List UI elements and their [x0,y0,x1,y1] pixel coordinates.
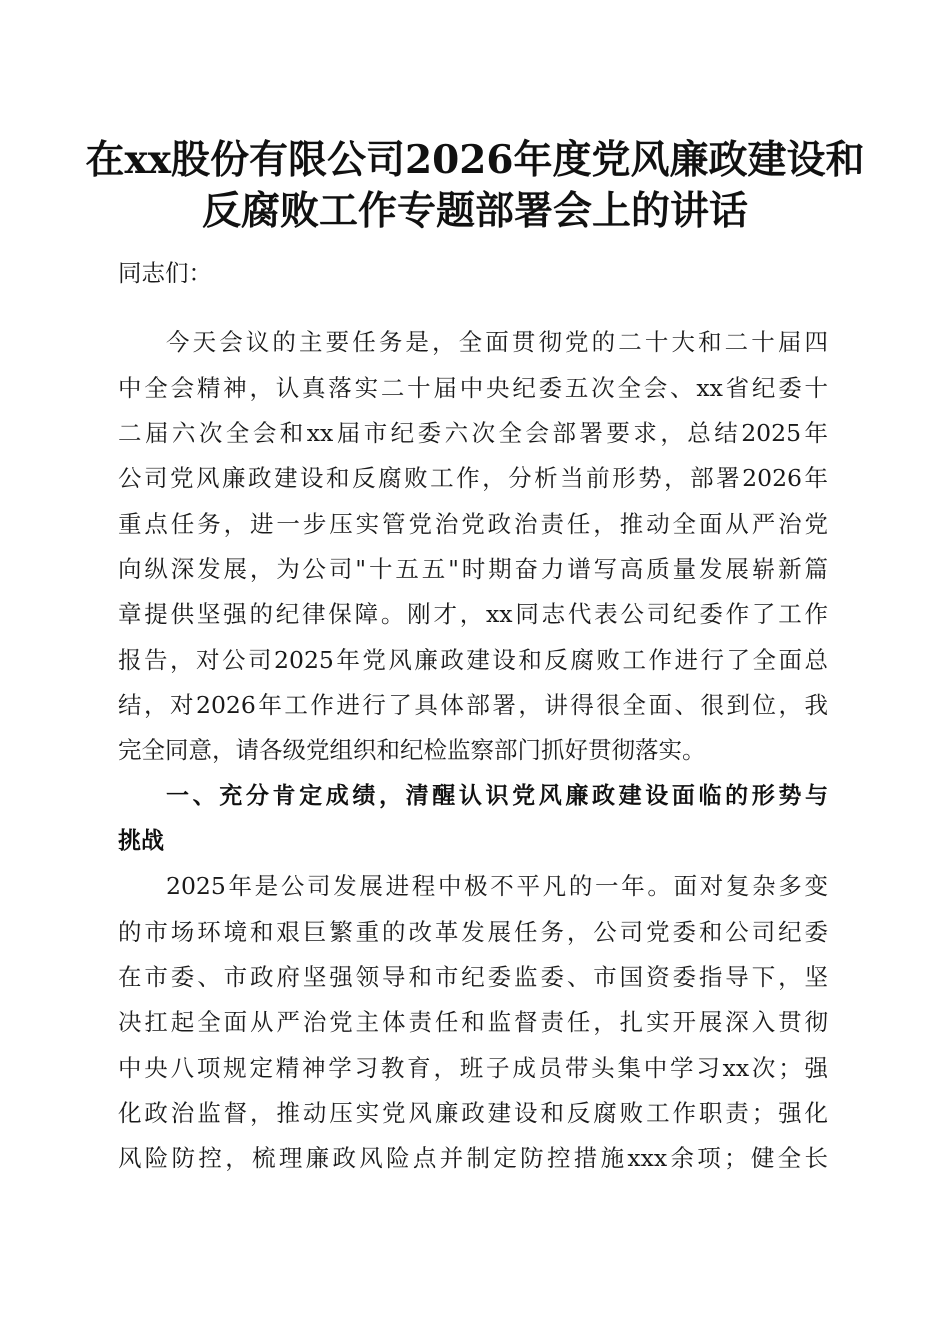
paragraph-2-line: 中央八项规定精神学习教育，班子成员带头集中学习xx次；强 [118,1054,828,1082]
paragraph-2-line: 决扛起全面从严治党主体责任和监督责任，扎实开展深入贯彻 [118,1008,828,1036]
paragraph-1-line: 中全会精神，认真落实二十届中央纪委五次全会、xx省纪委十 [118,374,828,402]
paragraph-2-line: 在市委、市政府坚强领导和市纪委监委、市国资委指导下，坚 [118,963,828,991]
paragraph-1-line: 二届六次全会和xx届市纪委六次全会部署要求，总结2025年 [118,419,828,447]
salutation: 同志们： [118,259,212,287]
paragraph-1-line: 章提供坚强的纪律保障。刚才，xx同志代表公司纪委作了工作 [118,600,828,628]
paragraph-1-line: 公司党风廉政建设和反腐败工作，分析当前形势，部署2026年 [118,464,828,492]
paragraph-1-line: 报告，对公司2025年党风廉政建设和反腐败工作进行了全面总 [118,646,828,674]
paragraph-1-line: 今天会议的主要任务是，全面贯彻党的二十大和二十届四 [166,328,828,356]
section-heading-line-2: 挑战 [118,828,164,854]
paragraph-2-line: 化政治监督，推动压实党风廉政建设和反腐败工作职责；强化 [118,1099,828,1127]
paragraph-1-line: 向纵深发展，为公司"十五五"时期奋力谱写高质量发展崭新篇 [118,555,828,583]
document-title-line-1: 在xx股份有限公司2026年度党风廉政建设和 [85,137,865,183]
section-heading-line-1: 一、充分肯定成绩，清醒认识党风廉政建设面临的形势与 [166,783,828,809]
paragraph-2-line: 的市场环境和艰巨繁重的改革发展任务，公司党委和公司纪委 [118,918,828,946]
document-title-line-2: 反腐败工作专题部署会上的讲话 [201,188,748,234]
paragraph-2-line: 风险防控，梳理廉政风险点并制定防控措施xxx余项；健全长 [118,1144,828,1172]
paragraph-1-line: 结，对2026年工作进行了具体部署，讲得很全面、很到位，我 [118,691,828,719]
paragraph-1-line: 重点任务，进一步压实管党治党政治责任，推动全面从严治党 [118,510,828,538]
paragraph-2-line: 2025年是公司发展进程中极不平凡的一年。面对复杂多变 [166,872,828,900]
paragraph-1-line: 完全同意，请各级党组织和纪检监察部门抓好贯彻落实。 [118,736,706,764]
